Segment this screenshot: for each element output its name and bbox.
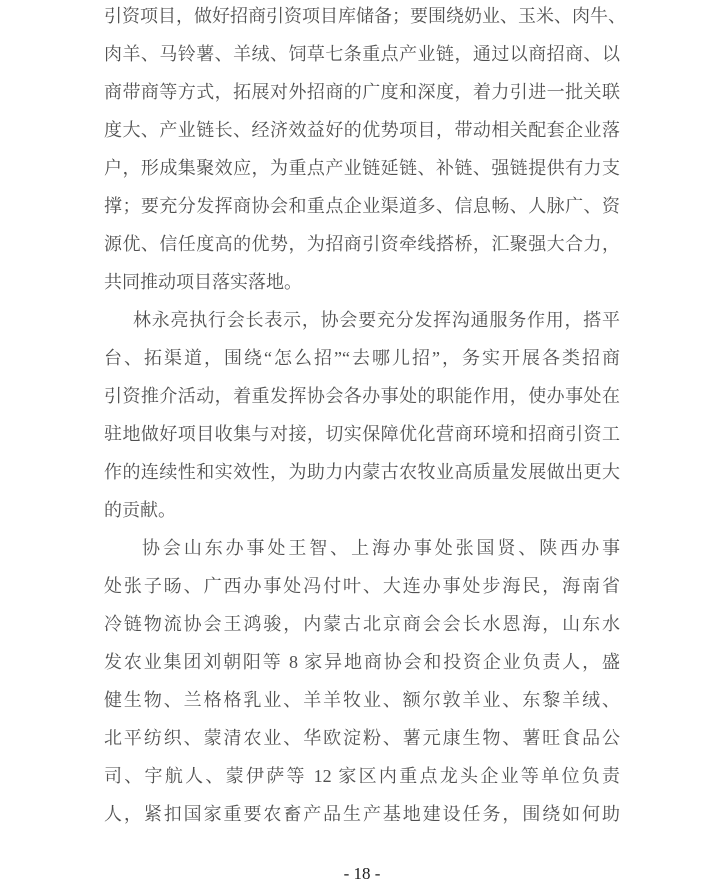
text-line: 作的连续性和实效性，为助力内蒙古农牧业高质量发展做出更大 (104, 462, 620, 482)
text-line: 的贡献。 (104, 500, 176, 520)
text-line: 处张子旸、广西办事处冯付叶、大连办事处步海民，海南省 (104, 576, 620, 596)
text-line: 司、宇航人、蒙伊萨等 12 家区内重点龙头企业等单位负责 (104, 766, 620, 786)
document-body (104, 0, 626, 833)
text-line: 引资项目，做好招商引资项目库储备；要围绕奶业、玉米、肉牛、 (104, 6, 626, 26)
paragraph (104, 301, 620, 529)
text-line: 冷链物流协会王鸿骏，内蒙古北京商会会长水恩海，山东水 (104, 614, 620, 634)
text-line: 引资推介活动，着重发挥协会各办事处的职能作用，使办事处在 (104, 386, 620, 406)
text-line: 商带商等方式，拓展对外招商的广度和深度，着力引进一批关联 (104, 82, 620, 102)
text-line: 户，形成集聚效应，为重点产业链延链、补链、强链提供有力支 (104, 158, 620, 178)
text-line: 撑；要充分发挥商协会和重点企业渠道多、信息畅、人脉广、资 (104, 196, 620, 216)
text-line: 健生物、兰格格乳业、羊羊牧业、额尔敦羊业、东黎羊绒、 (104, 690, 620, 710)
paragraph (104, 529, 620, 833)
text-line: 发农业集团刘朝阳等 8 家异地商协会和投资企业负责人，盛 (104, 652, 620, 672)
text-line: 协会山东办事处王智、上海办事处张国贤、陕西办事 (142, 538, 620, 558)
text-line: 源优、信任度高的优势，为招商引资牵线搭桥，汇聚强大合力， (104, 234, 620, 254)
text-line: 度大、产业链长、经济效益好的优势项目，带动相关配套企业落 (104, 120, 620, 140)
text-line: 北平纺织、蒙清农业、华欧淀粉、薯元康生物、薯旺食品公 (104, 728, 620, 748)
text-line: 人，紧扣国家重要农畜产品生产基地建设任务，围绕如何助 (104, 804, 620, 824)
text-line: 肉羊、马铃薯、羊绒、饲草七条重点产业链，通过以商招商、以 (104, 44, 620, 64)
paragraph (104, 0, 626, 301)
text-line: 林永亮执行会长表示，协会要充分发挥沟通服务作用，搭平 (133, 310, 620, 330)
text-line: 共同推动项目落实落地。 (104, 272, 302, 292)
page-number: - 18 - (343, 864, 381, 883)
text-line: 驻地做好项目收集与对接，切实保障优化营商环境和招商引资工 (104, 424, 620, 444)
text-line: 台、拓渠道，围绕“怎么招”“去哪儿招”，务实开展各类招商 (104, 348, 620, 368)
